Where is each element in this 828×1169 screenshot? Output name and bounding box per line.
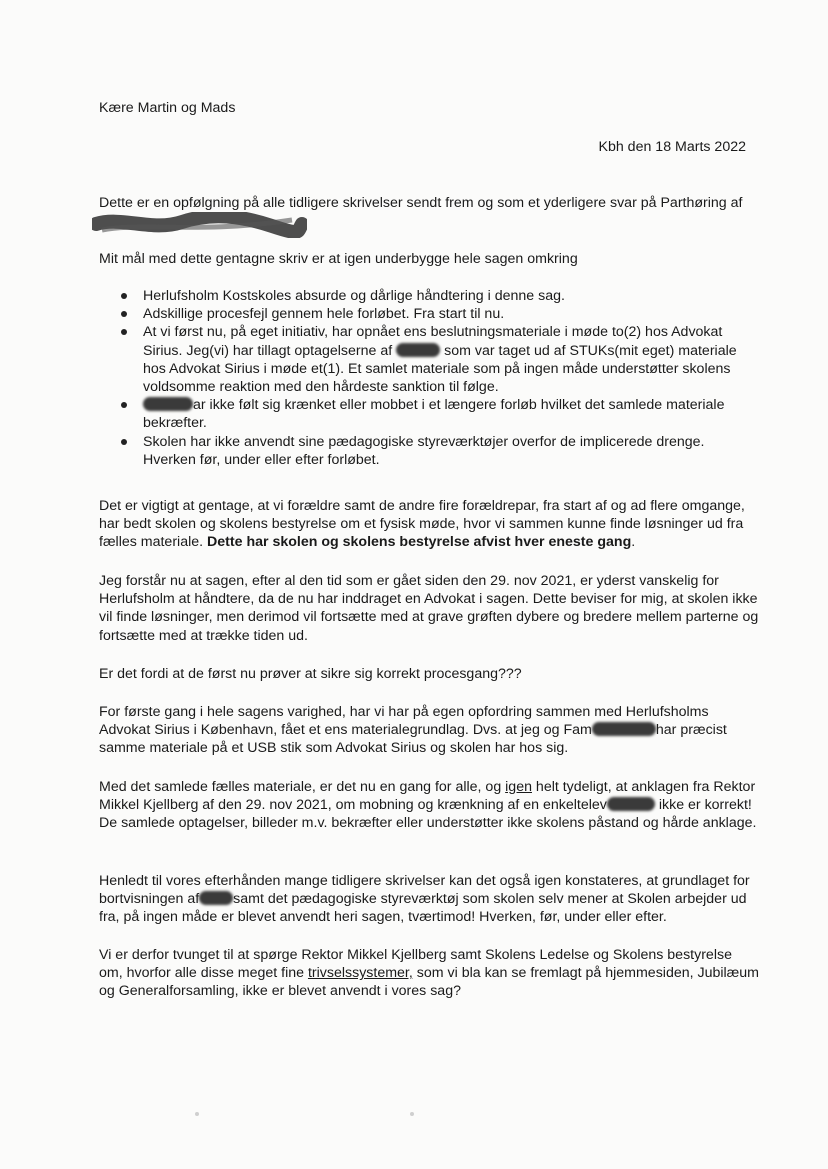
redaction-mark [396, 343, 440, 357]
redaction-scribble [92, 212, 307, 238]
bullet-dot [121, 311, 127, 317]
bullet-item: Adskillige procesfejl gennem hele forløbet. Fra start til nu. [121, 305, 741, 323]
scan-speck [410, 1112, 414, 1116]
paragraph-closing-question: Vi er derfor tvunget til at spørge Rektor Mikkel Kjellberg samt Skolens Ledelse og Skolens bestyrelse om, hvorfor alle disse meget fine trivselssystemer, som vi bla kan se fremlagt på hjemmesiden, Jubilæum og Generalforsamling, ikke er blevet anvendt i vores sag? [99, 947, 759, 1000]
redaction-mark [607, 797, 655, 811]
paragraph-question: Er det fordi at de først nu prøver at sikre sig korrekt procesgang??? [99, 666, 522, 682]
redaction-mark [199, 891, 233, 905]
greeting: Kære Martin og Mads [99, 100, 236, 116]
paragraph-material: For første gang i hele sagens varighed, har vi har på egen opfordring sammen med Herlufsholms Advokat Sirius i København, fået et ens materialegrundlag. Dvs. at jeg og Fam har præcist samme materiale på et USB stik som Advokat Sirius og skolen har hos sig. [99, 704, 727, 757]
paragraph-difficult: Jeg forstår nu at sagen, efter al den tid som er gået siden den 29. nov 2021, er yderst vanskelig for Herlufsholm at håndtere, da de nu har inddraget en Advokat i sagen. Dette beviser for mig, at skolen ikke vil finde løsninger, men derimod vil fortsætte med at grave grøften dybere og bredere mellem parterne og fortsætte med at trække tiden ud. [99, 573, 759, 644]
underlined-text: igen [505, 779, 532, 795]
intro-paragraph [99, 194, 759, 212]
aim-paragraph: Mit mål med dette gentagne skriv er at igen underbygge hele sagen omkring [99, 251, 578, 267]
bullet-dot [121, 439, 127, 445]
intro-text: Dette er en opfølgning på alle tidligere skrivelser sendt frem og som et yderligere svar på Parthøring af [99, 195, 743, 211]
scan-speck [195, 1112, 199, 1116]
redaction-mark [143, 397, 193, 411]
bullet-item: Herlufsholm Kostskoles absurde og dårlige håndtering i denne sag. [121, 287, 741, 305]
bullet-item: ar ikke følt sig krænket eller mobbet i et længere forløb hvilket det samlede materiale bekræfter. [121, 396, 741, 432]
bullet-item: At vi først nu, på eget initiativ, har opnået ens beslutningsmateriale i møde to(2) hos Advokat Sirius. Jeg(vi) har tillagt optagelserne af som var taget ud af STUKs(mit eget) materiale hos Advokat Sirius i møde et(1). Et samlet materiale som på ingen måde understøtter skolens voldsomme reaktion med den hårdeste sanktion til følge. [121, 323, 741, 396]
bullet-list [121, 287, 741, 469]
paragraph-meeting: Det er vigtigt at gentage, at vi forældre samt de andre fire forældrepar, fra start af og ad flere omgange, har bedt skolen og skolens bestyrelse om et fysisk møde, hvor vi sammen kunne finde løsninger ud fra fælles materiale. Dette har skolen og skolens bestyrelse afvist hver eneste gang. [99, 498, 745, 551]
date-line: Kbh den 18 Marts 2022 [598, 139, 746, 155]
emphasis-text: Dette har skolen og skolens bestyrelse afvist hver eneste gang [207, 534, 632, 551]
underlined-text: trivselssystemer, [307, 965, 413, 982]
bullet-dot [121, 329, 127, 335]
paragraph-expulsion: Henledt til vores efterhånden mange tidligere skrivelser kan det også igen konstateres, at grundlaget for bortvisningen af samt det pædagogiske styreværktøj som skolen selv mener at Skolen arbejder ud fra, på ingen måde er blevet anvendt heri sagen, tværtimod! Hverken, før, under eller efter. [99, 873, 750, 926]
redaction-mark [592, 722, 656, 736]
bullet-item: Skolen har ikke anvendt sine pædagogiske styreværktøjer overfor de implicerede drenge. Hverken før, under eller efter forløbet. [121, 433, 741, 469]
bullet-dot [121, 402, 127, 408]
paragraph-accusation: Med det samlede fælles materiale, er det nu en gang for alle, og igen helt tydeligt, at anklagen fra Rektor Mikkel Kjellberg af den 29. nov 2021, om mobning og krænkning af en enkeltelev ikke er korrekt! De samlede optagelser, billeder m.v. bekræfter eller understøtter ikke skolens påstand og hårde anklage. [99, 779, 757, 832]
bullet-dot [121, 293, 127, 299]
